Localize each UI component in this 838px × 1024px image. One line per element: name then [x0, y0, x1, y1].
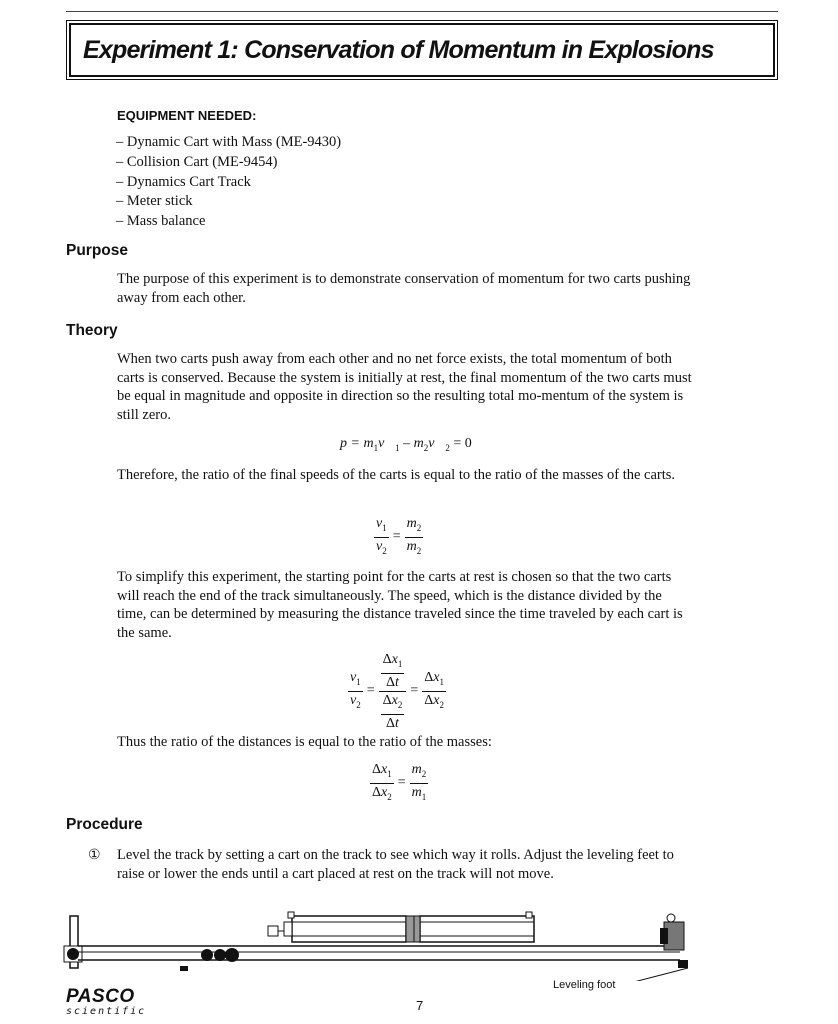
logo-subtitle: scientific [66, 1006, 147, 1017]
title-inner [69, 23, 775, 77]
leveling-foot-leader [626, 968, 688, 981]
theory-paragraph-1: When two carts push away from each other and no net force exists, the total momentum of both carts is conserved. Because the system is initially at rest, the final momentum of the two carts must be equal in magnitude and opposite in direction so the resulting total mo-mentum of the system is still zero. [117, 351, 692, 423]
leveling-foot [678, 960, 688, 968]
distance-ratio-equation: $\frac{v_1}{v_2}$ = $\frac{\frac{\Delta x_1}{\Delta t}}{\frac{\Delta x_2}{\Delta t}}$ = $\frac{\Delta x_1}{\Delta x_2}$ [350, 652, 444, 731]
speed-ratio-equation: $\frac{v_1}{v_2}$ = $\frac{m_2}{m_2}$ [376, 516, 422, 556]
logo-wordmark: PASCO [66, 986, 135, 1007]
title-box [66, 20, 778, 80]
purpose-heading: Purpose [66, 242, 129, 259]
theory-paragraph-2: Therefore, the ratio of the final speeds of the carts is equal to the ratio of the masses of the carts. [117, 467, 676, 483]
equipment-item: – Meter stick [116, 193, 193, 210]
step-number: ① [88, 848, 101, 863]
equipment-item: – Collision Cart (ME-9454) [116, 153, 278, 170]
procedure-step-1 [88, 846, 688, 884]
left-end-foot [67, 948, 79, 960]
wheel-set [225, 948, 239, 962]
procedure-heading: Procedure [66, 816, 143, 833]
track-diagram [60, 896, 700, 981]
right-cart [420, 916, 534, 942]
momentum-equation: $p = m_1v⃗_1$ – $m_2v⃗_2 = 0$ [340, 436, 472, 453]
procedure-step-1-text: Level the track by setting a cart on the track to see which way it rolls. Adjust the leveling feet to raise or lower the ends until a cart placed at rest on the track will not move. [117, 847, 674, 882]
theory-paragraph-3: To simplify this experiment, the starting point for the carts at rest is chosen so that the two carts will reach the end of the track simultaneously. The speed, which is the distance divided by the time, can be determined by measuring the distance traveled since the time traveled by each cart is the same. [117, 569, 683, 641]
theory-paragraph-4: Thus the ratio of the distances is equal to the ratio of the masses: [117, 734, 492, 750]
equipment-item: – Dynamic Cart with Mass (ME-9430) [116, 134, 342, 150]
equipment-item: – Dynamics Cart Track [116, 173, 251, 190]
plunger [406, 916, 414, 942]
purpose-text: The purpose of this experiment is to demonstrate conservation of momentum for two carts pushing away from each other. [117, 271, 691, 306]
mass-ratio-equation: $\frac{\Delta x_1}{\Delta x_2}$ = $\frac{m_2}{m_1}$ [372, 762, 427, 802]
leveling-foot-label: Leveling foot [553, 979, 616, 991]
equipment-heading: EQUIPMENT NEEDED: [117, 108, 257, 123]
pasco-logo [66, 988, 146, 1018]
page-number: 7 [416, 998, 424, 1013]
left-cart [292, 916, 406, 942]
top-rule [66, 11, 778, 12]
theory-heading: Theory [66, 322, 118, 339]
equipment-list [116, 133, 341, 232]
page-title: Experiment 1: Conservation of Momentum in Explosions [83, 35, 714, 64]
equipment-item: – Mass balance [116, 213, 206, 230]
